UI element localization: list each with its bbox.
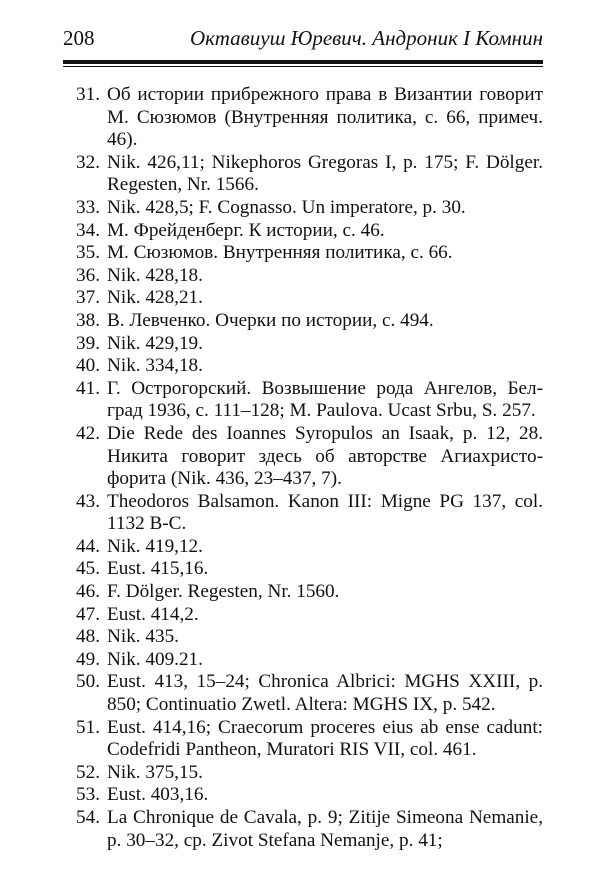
note-text: Nik. 409.21. [107, 648, 203, 670]
note-45 [63, 558, 543, 581]
note-number: 36. [76, 264, 100, 286]
note-text: Eust. 415,16. [107, 558, 209, 580]
note-number: 39. [76, 332, 100, 354]
note-text: Nik. 435. [107, 626, 179, 648]
note-number: 31. [76, 84, 100, 105]
note-number: 53. [76, 784, 100, 806]
note-number: 49. [76, 648, 100, 670]
note-41 [63, 378, 543, 423]
note-number: 40. [76, 355, 100, 377]
note-32 [63, 152, 543, 197]
note-38 [63, 310, 543, 333]
note-53 [63, 784, 543, 807]
note-49 [63, 649, 543, 672]
note-42 [63, 423, 543, 491]
running-head [63, 24, 543, 52]
note-number: 43. [76, 490, 100, 512]
note-text: М. Фрейденберг. К истории, с. 46. [107, 219, 385, 241]
note-text: Eust. 413, 15–24; Chronica Albrici: MGHS XXIII, p. 850; Continuatio Zwetl. Altera: MGHS IX, p. 542. [107, 671, 543, 716]
note-number: 44. [76, 535, 100, 557]
note-44 [63, 536, 543, 559]
note-text: Nik. 419,12. [107, 535, 203, 557]
note-text: Nik. 429,19. [107, 332, 203, 354]
header-rule-thick [63, 60, 543, 64]
note-40 [63, 355, 543, 378]
note-text: La Chronique de Cavala, p. 9; Zitije Simeona Nemanie, p. 30–32, cp. Zivot Stefana Nemanje, p. 41; [107, 807, 543, 851]
note-number: 42. [76, 422, 100, 444]
note-number: 41. [76, 377, 100, 399]
note-number: 38. [76, 309, 100, 331]
page-number: 208 [63, 26, 95, 50]
note-52 [63, 762, 543, 785]
note-number: 46. [76, 581, 100, 603]
note-number: 51. [76, 716, 100, 738]
note-47 [63, 604, 543, 627]
endnotes-list [63, 84, 543, 852]
note-number: 37. [76, 287, 100, 309]
note-number: 33. [76, 196, 100, 218]
note-text: Eust. 414,16; Craecorum proceres eius ab ense cadunt: Codefridi Pantheon, Muratori RIS VII, col. 461. [107, 716, 543, 761]
note-35 [63, 242, 543, 265]
note-number: 52. [76, 761, 100, 783]
note-text: Eust. 414,2. [107, 603, 199, 625]
running-title: Октавиуш Юревич. Андроник I Комнин [190, 26, 543, 50]
note-number: 47. [76, 603, 100, 625]
note-36 [63, 265, 543, 288]
note-text: Nik. 375,15. [107, 761, 203, 783]
note-37 [63, 287, 543, 310]
note-number: 32. [76, 151, 100, 173]
note-text: Eust. 403,16. [107, 784, 209, 806]
note-54 [63, 807, 543, 852]
note-text: В. Левченко. Очерки по истории, с. 494. [107, 309, 434, 331]
note-number: 48. [76, 626, 100, 648]
header-rule-thin [63, 66, 543, 67]
note-text: Die Rede des Ioannes Syropulos an Isaak, p. 12, 28. Никита говорит здесь об авторстве Агиахристофорита (Nik. 436, 23–437, 7). [107, 422, 543, 490]
note-text: Nik. 428,5; F. Cognasso. Un imperatore, p. 30. [107, 196, 466, 218]
note-33 [63, 197, 543, 220]
note-number: 35. [76, 242, 100, 264]
note-46 [63, 581, 543, 604]
note-48 [63, 626, 543, 649]
note-39 [63, 333, 543, 356]
note-number: 34. [76, 219, 100, 241]
note-50 [63, 671, 543, 716]
note-51 [63, 717, 543, 762]
note-text: М. Сюзюмов. Внутренняя политика, с. 66. [107, 242, 453, 264]
note-text: Об истории прибрежного права в Византии говорит М. Сюзюмов (Внутренняя политика, с. 66, примеч. 46). [107, 84, 543, 151]
note-text: Nik. 428,21. [107, 287, 203, 309]
note-text: Г. Острогорский. Возвышение рода Ангелов, Белград 1936, с. 111–128; M. Paulova. Ucast Srbu, S. 257. [107, 377, 543, 422]
note-text: Nik. 334,18. [107, 355, 203, 377]
note-43 [63, 491, 543, 536]
note-number: 45. [76, 558, 100, 580]
note-31 [63, 84, 543, 152]
note-number: 54. [76, 807, 100, 828]
note-number: 50. [76, 671, 100, 693]
note-text: F. Dölger. Regesten, Nr. 1560. [107, 581, 340, 603]
note-text: Nik. 426,11; Nikephoros Gregoras I, p. 175; F. Dölger. Regesten, Nr. 1566. [107, 151, 543, 196]
note-34 [63, 220, 543, 243]
note-text: Nik. 428,18. [107, 264, 203, 286]
note-text: Theodoros Balsamon. Kanon III: Migne PG 137, col. 1132 B-C. [107, 490, 543, 535]
